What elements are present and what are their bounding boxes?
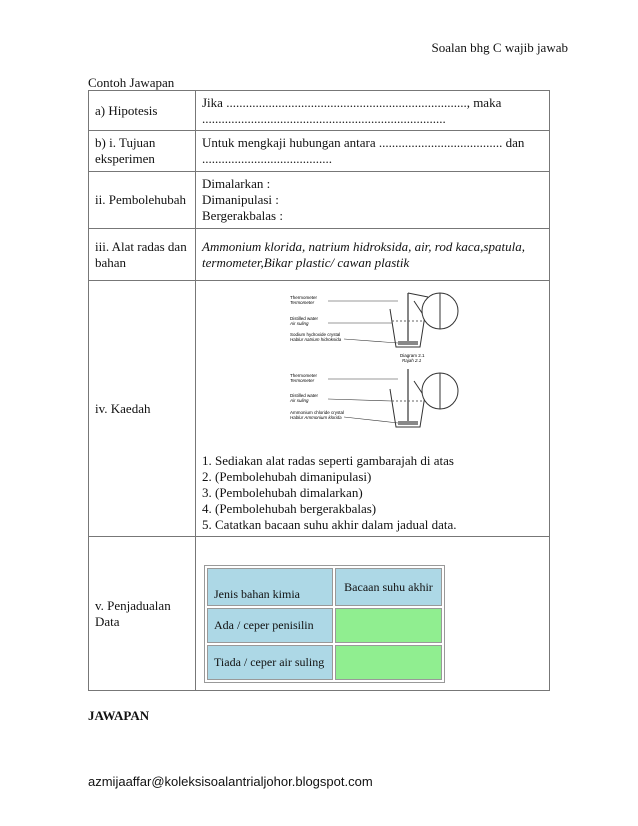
crystal-top	[398, 341, 418, 345]
hypothesis-line-1: Jika .........................................................................., maka	[202, 94, 502, 110]
objective-line-1: Untuk mengkaji hubungan antara ...................................... dan	[202, 135, 525, 150]
hypothesis-line-2: ...........................................................................	[202, 110, 446, 126]
data-table-label: v. Penjadualan Data	[89, 537, 196, 691]
crystal-label-ms-top: Hablur natrium hidroksida	[290, 337, 342, 342]
step-item: 5. Catatkan bacaan suhu akhir dalam jadual data.	[202, 517, 457, 532]
temperature-cell	[335, 645, 442, 680]
diagram-caption-ms: Rajah 2.1	[402, 358, 422, 363]
manipulated-variable: Dimanipulasi :	[202, 192, 279, 207]
row-method	[89, 281, 550, 537]
crystal-pointer-top	[344, 339, 398, 343]
step-item: 1. Sediakan alat radas seperti gambarajah di atas	[202, 453, 454, 468]
setup-bottom	[289, 369, 458, 427]
diagram-svg	[288, 289, 468, 439]
method-steps	[202, 453, 543, 533]
water-pointer-bottom	[328, 399, 392, 401]
diagram-caption: Diagram 2.1	[400, 353, 425, 358]
step-item: 2. (Pembolehubah dimanipulasi)	[202, 469, 372, 484]
header-title: Soalan bhg C wajib jawab	[431, 40, 568, 55]
water-label-top: Distilled water	[290, 316, 319, 321]
column-header-temperature: Bacaan suhu akhir	[335, 568, 442, 606]
result-header-row	[207, 568, 442, 606]
crystal-bottom	[398, 421, 418, 425]
data-table-content	[196, 537, 550, 691]
table-row	[207, 645, 442, 680]
apparatus-line-2: termometer,Bikar plastic/ cawan plastik	[202, 254, 410, 270]
crystal-label-bottom: Ammonium chloride crystal	[290, 410, 345, 415]
row-hypothesis	[89, 91, 550, 131]
leader-line-top	[408, 293, 428, 297]
answer-heading: JAWAPAN	[88, 708, 150, 723]
hypothesis-content	[196, 91, 550, 131]
setup-top	[289, 293, 458, 363]
apparatus-diagram	[288, 289, 468, 443]
water-label-ms-bottom: Air suling	[290, 398, 309, 403]
water-label-ms-top: Air suling	[290, 321, 309, 326]
apparatus-label: iii. Alat radas dan bahan	[89, 229, 196, 281]
apparatus-content	[196, 229, 550, 281]
thermometer-label-bottom: Thermometer	[290, 373, 318, 378]
column-header-chemical: Jenis bahan kimia	[207, 568, 333, 606]
variables-content	[196, 172, 550, 229]
table-row	[207, 608, 442, 643]
thermometer-label-ms-bottom: Termometer	[290, 378, 315, 383]
responding-variable: Bergerakbalas :	[202, 208, 283, 223]
thermometer-label-top: Thermometer	[290, 295, 318, 300]
row-apparatus	[89, 229, 550, 281]
water-label-bottom: Distilled water	[290, 393, 319, 398]
objective-label: b) i. Tujuan eksperimen	[89, 131, 196, 172]
row-variables	[89, 172, 550, 229]
footer-link[interactable]: azmijaaffar@koleksisoalantrialjohor.blogspot.com	[88, 774, 373, 789]
step-item: 3. (Pembolehubah dimalarkan)	[202, 485, 363, 500]
row-data-table	[89, 537, 550, 691]
hypothesis-label: a) Hipotesis	[89, 91, 196, 131]
method-content	[196, 281, 550, 537]
answer-table	[88, 90, 550, 691]
thermometer-label-ms-top: Termometer	[290, 300, 315, 305]
temperature-cell	[335, 608, 442, 643]
example-label: Contoh Jawapan	[88, 75, 175, 90]
row-label-with-penicillin: Ada / ceper penisilin	[207, 608, 333, 643]
crystal-label-ms-bottom: Hablur Ammonium klorida	[290, 415, 342, 420]
row-objective	[89, 131, 550, 172]
row-label-without-penicillin: Tiada / ceper air suling	[207, 645, 333, 680]
method-label: iv. Kaedah	[89, 281, 196, 537]
result-table	[204, 565, 445, 683]
apparatus-line-1: Ammonium klorida, natrium hidroksida, air, rod kaca,spatula,	[202, 238, 525, 254]
crystal-pointer-bottom	[344, 417, 398, 423]
crystal-label-top: Sodium hydroxide crystal	[290, 332, 341, 337]
step-item: 4. (Pembolehubah bergerakbalas)	[202, 501, 377, 516]
objective-line-2: ........................................	[202, 151, 332, 166]
variables-label: ii. Pembolehubah	[89, 172, 196, 229]
objective-content	[196, 131, 550, 172]
controlled-variable: Dimalarkan :	[202, 176, 271, 191]
